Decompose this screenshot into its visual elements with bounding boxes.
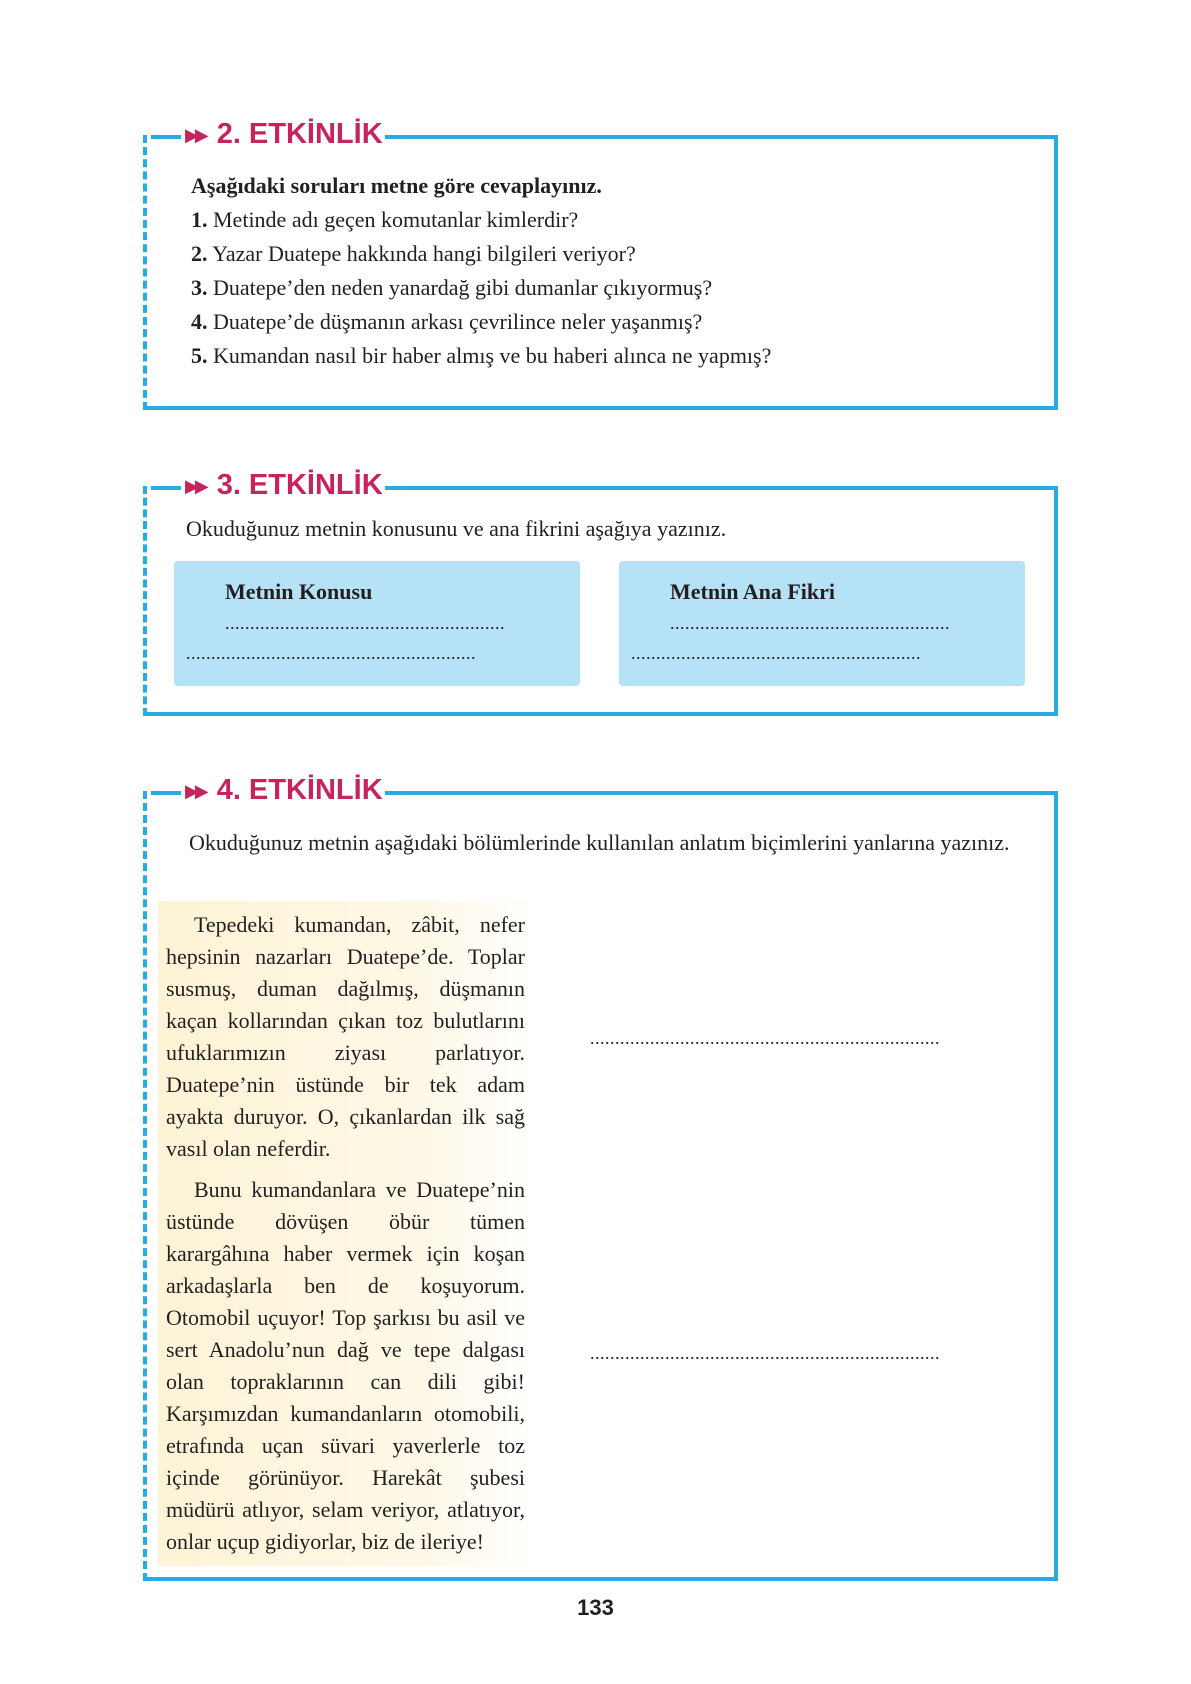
passage-2-answer-line[interactable]: ...................................................................... <box>590 1343 940 1363</box>
double-arrow-icon: ▶▶ <box>185 780 205 801</box>
activity-2-title: ▶▶ 2. ETKİNLİK <box>181 120 385 149</box>
activity-4-instruction: Okuduğunuz metnin aşağıdaki bölümlerinde kullanılan anlatım biçimlerini yanlarına yazınız. <box>189 830 1010 855</box>
activity-3-title: ▶▶ 3. ETKİNLİK <box>181 471 385 500</box>
question-5: 5. Kumandan nasıl bir haber almış ve bu haberi alınca ne yapmış? <box>191 343 772 368</box>
activity-3 <box>143 469 1058 716</box>
page-number: 133 <box>577 1595 614 1620</box>
topic-answer-line-1[interactable]: ........................................................ <box>225 613 505 633</box>
topic-box-title: Metnin Konusu <box>225 579 373 604</box>
activity-2-content <box>191 169 1031 373</box>
topic-answer-line-2[interactable]: .......................................................... <box>186 643 476 663</box>
main-idea-box <box>619 561 1025 686</box>
activity-4-title: ▶▶ 4. ETKİNLİK <box>181 776 385 805</box>
question-3: 3. Duatepe’den neden yanardağ gibi dumanlar çıkıyormuş? <box>191 275 713 300</box>
passage-2: Bunu kumandanlara ve Duatepe’nin üstünde dövüşen öbür tümen karargâhına haber vermek için koşan arkadaşlarla ben de koşuyorum. Otomobil uçuyor! Top şarkısı bu asil ve sert Anadolu’nun dağ ve tepe dalgası olan topraklarının can dili gibi! Karşımızdan kumandanların otomobili, etrafında uçan süvari yaverlerle toz içinde görünüyor. Harekât şubesi müdürü atlıyor, selam veriyor, atlatıyor, onlar uçup gidiyorlar, biz de ileriye! <box>158 1166 535 1566</box>
main-idea-answer-line-1[interactable]: ........................................................ <box>670 613 950 633</box>
activity-4 <box>143 774 1058 1581</box>
passage-1-answer-line[interactable]: ...................................................................... <box>590 1028 940 1048</box>
activity-2 <box>143 118 1058 410</box>
main-idea-answer-line-2[interactable]: .......................................................... <box>631 643 921 663</box>
double-arrow-icon: ▶▶ <box>185 124 205 145</box>
passage-1: Tepedeki kumandan, zâbit, nefer hepsinin nazarları Duatepe’de. Toplar susmuş, duman dağılmış, düşmanın kaçan kollarından çıkan toz bulutlarını ufuklarımızın ziyası parlatıyor. Duatepe’nin üstünde bir tek adam ayakta duruyor. O, çıkanlardan ilk sağ vasıl olan neferdir. <box>158 901 535 1173</box>
double-arrow-icon: ▶▶ <box>185 475 205 496</box>
question-4: 4. Duatepe’de düşmanın arkası çevrilince neler yaşanmış? <box>191 309 703 334</box>
topic-box <box>174 561 580 686</box>
activity-3-instruction: Okuduğunuz metnin konusunu ve ana fikrini aşağıya yazınız. <box>186 516 727 541</box>
main-idea-box-title: Metnin Ana Fikri <box>670 579 836 604</box>
activity-2-instruction: Aşağıdaki soruları metne göre cevaplayınız. <box>191 173 602 198</box>
question-1: 1. Metinde adı geçen komutanlar kimlerdir? <box>191 207 579 232</box>
question-2: 2. Yazar Duatepe hakkında hangi bilgileri veriyor? <box>191 241 636 266</box>
